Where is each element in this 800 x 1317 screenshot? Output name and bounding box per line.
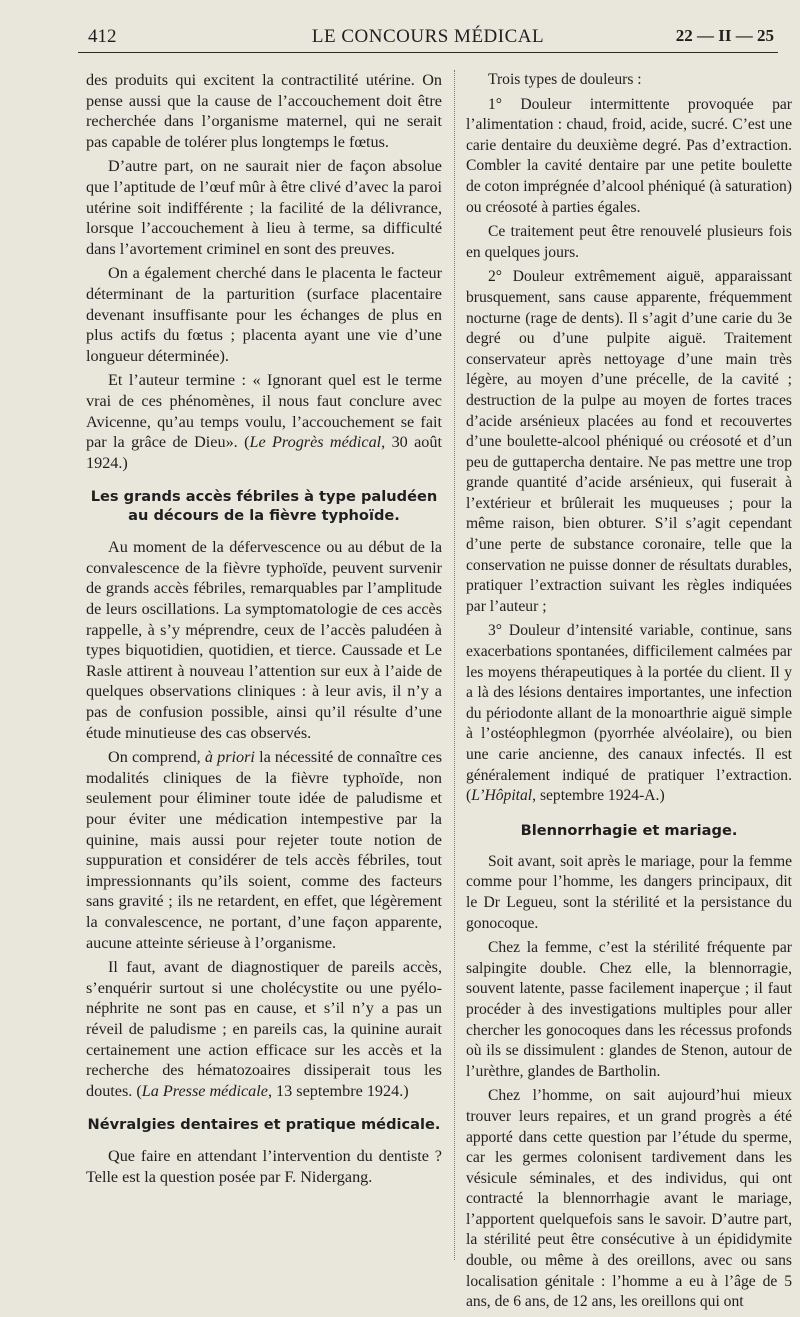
paragraph-placenta: On a également cherché dans le placenta le facteur déterminant de la parturition (surface placentaire devenant insuffisante pour les échanges de plus en plus actifs du fœtus ; placenta ayant une vie d’une longueur déterminée). <box>86 264 442 365</box>
issue-date: 22 — II — 25 <box>675 26 774 45</box>
source-presse-medicale: La Presse médicale <box>141 1081 268 1100</box>
heading-nevralgies: Névralgies dentaires et pratique médicale. <box>87 1116 441 1134</box>
journal-title: LE CONCOURS MÉDICAL <box>311 26 545 47</box>
page-header <box>78 22 778 53</box>
paragraph-douleur-variable <box>466 621 792 806</box>
phrase-a-priori: à priori <box>204 748 255 767</box>
source-date-2: , 13 septembre 1924.) <box>267 1081 409 1100</box>
paragraph-a-priori-text: la nécessité de connaître ces modalités cliniques de la fièvre typhoïde, non seulement pour éliminer toute idée de paludisme et pour éviter une médication intempestive par la quinine, mais aussi pour rejeter toute notion de suppuration et considérer de tels accès fébriles, tout impressionnants qu’ils soient, comme des facteurs sans gravité ; ils ne retardent, en effet, que légèrement la convalescence, ne portant, d’une façon apparente, aucune atteinte sérieuse à l’organisme. <box>86 748 442 952</box>
paragraph-dangers: Soit avant, soit après le mariage, pour la femme comme pour l’homme, les dangers principaux, dit le Dr Legueu, sont la stérilité et la persistance du gonocoque. <box>466 852 792 932</box>
heading-acces-febriles: Les grands accès fébriles à type paludéen au décours de la fièvre typhoïde. <box>90 488 438 525</box>
paragraph-douleur-intermittente: 1° Douleur intermittente provoquée par l’alimentation : chaud, froid, acide, sucré. C’est une carie dentaire du deuxième degré. Pas d’extraction. Combler la cavité dentaire par une petite boulette de coton imprégnée d’alcool phéniqué (à saturation) ou créosoté à parties égales. <box>466 95 792 216</box>
paragraph-delivrance: D’autre part, on ne saurait nier de façon absolue que l’aptitude de l’œuf mûr à être clivé d’avec la paroi utérine soit indifférente ; la facilité de la délivrance, lorsque l’accouchement à lieu à terme, sa difficulté dans l’avortement criminel en sont des preuves. <box>86 157 442 258</box>
paragraph-chez-l-homme: Chez l’homme, on sait aujourd’hui mieux trouver leurs repaires, et un grand progrès a été apporté dans cette question par l’étude du sperme, car les germes colonisent tardivement dans les vésicule séminales, et des individus, qui ont contracté la blennorrhagie avant le mariage, l’apportent quelquefois sans le savoir. D’autre part, la stérilité peut être consécutive à un épididymite double, ou même à des oreillons, avec ou sans localisation génitale : l’homme a eu à l’âge de 5 ans, de 6 ans, de 12 ans, les oreillons qui ont <box>466 1087 792 1311</box>
page-number: 412 <box>88 26 117 47</box>
paragraph-douleur-aigue: 2° Douleur extrêmement aiguë, apparaissant brusquement, sans cause apparente, fréquemment nocturne (rage de dents). Il s’agit d’une carie du 3e degré ou d’une pulpite aiguë. Traitement conservateur après nettoyage d’une main très légère, au moyen d’une précelle, de la cavité ; destruction de la pulpe au moyen de fortes traces d’acide arsénieux placées au fond et recouvertes d’une boulette-alcool phéniqué ou créosoté et d’un peu de guttapercha dentaire. Ne pas mettre une trop grande quantité d’acide arsénieux, qui fuserait à l’extérieur et brûlerait les muqueuses ; pour la même raison, bien obturer. S’il s’agit cependant d’une perte de substance coronaire, telle que la conservation ne puisse donner de résultats durables, pratiquer l’extraction suivant les règles indiquées par l’auteur ; <box>466 268 792 615</box>
paragraph-trois-types: Trois types de douleurs : <box>488 71 642 88</box>
column-divider <box>454 70 455 1260</box>
paragraph-douleur-variable-text: 3° Douleur d’intensité variable, continue, sans exacerbations spontanées, difficilement calmées par les moyens thérapeutiques à la portée du client. Il y a là des lésions dentaires importantes, une infection du périodonte allant de la monoarthrie aiguë simple à l’ostéophlegmon (pyorrhée alvéolaire), ou bien une carie ancienne, des canaux infectés. Il est généralement indiqué de pratiquer l’extraction. ( <box>466 622 792 805</box>
source-date-1: , 30 août 1924.) <box>86 433 442 472</box>
left-column <box>86 70 442 1192</box>
paragraph-diagnostic <box>86 957 442 1101</box>
paragraph-dentiste: Que faire en attendant l’intervention du dentiste ? Telle est la question posée par F. Nidergang. <box>86 1147 442 1186</box>
paragraph-contractilite: des produits qui excitent la contractilité utérine. On pense aussi que la cause de l’accouchement doit être recherchée dans l’organisme maternel, qui ne serait pas capable de tolérer plus longtemps le fœtus. <box>86 71 442 151</box>
source-date-3: , septembre 1924-A.) <box>532 787 665 805</box>
paragraph-a-priori <box>86 747 442 953</box>
heading-blennorragie: Blennorrhagie et mariage. <box>520 821 738 839</box>
paragraph-a-priori-start: On comprend, <box>108 748 205 767</box>
paragraph-traitement: Ce traitement peut être renouvelé plusieurs fois en quelques jours. <box>466 223 792 261</box>
paragraph-avicenne <box>86 370 442 473</box>
paragraph-avicenne-text: Et l’auteur termine : « Ignorant quel est le terme vrai de ces phénomènes, il nous faut conclure avec Avicenne, qu’au temps voulu, l’accouchement se fait par la grâce de Dieu». ( <box>86 371 442 452</box>
right-column <box>466 70 792 1317</box>
paragraph-defervescence: Au moment de la défervescence ou au début de la convalescence de la fièvre typhoïde, peuvent survenir de grands accès fébriles, remarquables par l’amplitude de leurs oscillations. La symptomatologie de ces accès rappelle, à s’y méprendre, ceux de l’accès paludéen à types biquotidien, quotidien, et tierce. Caussade et Le Rasle attirent à nouveau l’attention sur eux à l’aide de quelques observations cliniques : à leur avis, il n’y a pas de confusion possible, ainsi qu’il résulte d’une étude minutieuse des cas observés. <box>86 538 442 742</box>
source-progres-medical: Le Progrès médical <box>249 433 382 452</box>
paragraph-chez-la-femme: Chez la femme, c’est la stérilité fréquente par salpingite double. Chez elle, la blennorragie, souvent latente, passe facilement inaperçue ; il faut procéder à des investigations multiples pour aller chercher les gonocoques dans les récessus profonds où ils se dissimulent : glandes de Stenon, autour de l’urèthre, glandes de Bartholin. <box>466 939 792 1080</box>
source-hopital: L’Hôpital <box>471 787 533 805</box>
paragraph-diagnostic-text: Il faut, avant de diagnostiquer de pareils accès, s’enquérir surtout si une cholécystite ou une pyélo-néphrite ne sont pas en cause, et s’il n’y a pas un réveil de paludisme ; en pareils cas, la quinine aurait certainement une action efficace sur les accès et la recherche des hématozoaires dissiperait tous les doutes. ( <box>86 958 442 1100</box>
